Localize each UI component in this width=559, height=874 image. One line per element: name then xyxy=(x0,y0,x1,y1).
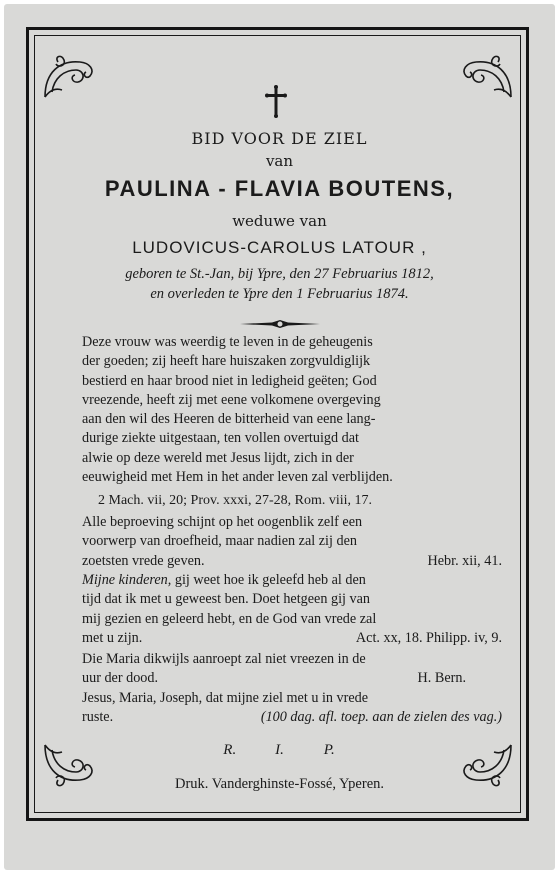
text-line-start: ruste. xyxy=(82,709,114,726)
scripture-reference: Hebr. xii, 41. xyxy=(427,552,502,569)
birth-line: geboren te St.-Jan, bij Ypre, den 27 Februarius 1812, xyxy=(125,266,434,282)
printer-credit: Druk. Vanderghinste-Fossé, Yperen. xyxy=(174,776,385,792)
husband-name: LUDOVICUS-CAROLUS LATOUR , xyxy=(132,238,427,257)
text-line-start: zoetsten vrede geven. xyxy=(82,552,205,569)
text-line: voorwerp van droefheid, maar nadien zal zij den xyxy=(82,533,357,550)
scripture-reference: H. Bern. xyxy=(417,670,466,687)
rip-letter: R. xyxy=(223,742,237,758)
cross-icon xyxy=(263,84,289,118)
text-line xyxy=(82,571,502,590)
text-line: Alle beproeving schijnt op het oogenblik zelf een xyxy=(82,514,363,530)
text-line xyxy=(82,708,502,727)
scripture-reference: 2 Mach. vii, 20; Prov. xxxi, 27-28, Rom. viii, 17. xyxy=(98,493,373,508)
indulgence-note: (100 dag. afl. toep. aan de zielen des vag.) xyxy=(260,709,502,726)
text-line: aan den wil des Heeren de bitterheid van eene lang- xyxy=(82,411,376,428)
paragraph-children xyxy=(82,571,502,648)
text-line: Jesus, Maria, Joseph, dat mijne ziel met u in vrede xyxy=(82,690,369,706)
italic-address: Mijne kinderen, xyxy=(82,572,172,588)
text-line: Deze vrouw was weerdig te leven in de geheugenis xyxy=(82,334,373,350)
text-line: bestierd en haar brood niet in ledigheid geëten; God xyxy=(82,372,377,389)
text-line: vreezende, heeft zij met eene volkomene overgeving xyxy=(82,391,381,408)
paragraph-trials xyxy=(82,513,502,571)
text-line: tijd dat ik met u geweest ben. Doet hetgeen gij van xyxy=(82,591,371,608)
flourish-ornament-top-right xyxy=(456,52,516,102)
death-line: en overleden te Ypre den 1 Februarius 1874. xyxy=(150,286,409,302)
paragraph-eulogy xyxy=(82,333,502,487)
flourish-ornament-top-left xyxy=(40,52,100,102)
text-line xyxy=(82,552,502,571)
deceased-name: PAULINA - FLAVIA BOUTENS, xyxy=(104,176,455,201)
scripture-reference: Act. xx, 18. Philipp. iv, 9. xyxy=(355,629,502,646)
divider-ornament xyxy=(238,315,322,327)
text-line: durige ziekte uitgestaan, ten vollen overtuigd dat xyxy=(82,430,359,447)
text-line xyxy=(82,629,502,648)
paragraph-prayer xyxy=(82,689,502,728)
widow-of-text: weduwe van xyxy=(232,212,327,230)
text-line: der goeden; zij heeft hare huiszaken zorgvuldiglijk xyxy=(82,353,371,370)
text-line: mij gezien en geleerd hebt, en de God van vrede zal xyxy=(82,610,377,627)
paragraph-maria xyxy=(82,650,502,689)
rip-letter: I. xyxy=(275,742,284,758)
prayer-heading: BID VOOR DE ZIEL xyxy=(191,129,368,148)
van-text: van xyxy=(265,152,294,170)
text-line-rest: gij weet hoe ik geleefd heb al den xyxy=(171,572,366,588)
text-line: Die Maria dikwijls aanroept zal niet vreezen in de xyxy=(82,651,366,667)
text-line: eeuwigheid met Hem in het ander leven zal verblijden. xyxy=(82,469,393,486)
text-line: alwie op deze wereld met Jesus lijdt, zich in der xyxy=(82,449,354,466)
rip-text xyxy=(0,742,559,759)
rip-letter: P. xyxy=(323,742,335,758)
text-line-start: uur der dood. xyxy=(82,670,159,687)
text-line xyxy=(82,669,502,688)
text-line-start: met u zijn. xyxy=(82,629,143,646)
